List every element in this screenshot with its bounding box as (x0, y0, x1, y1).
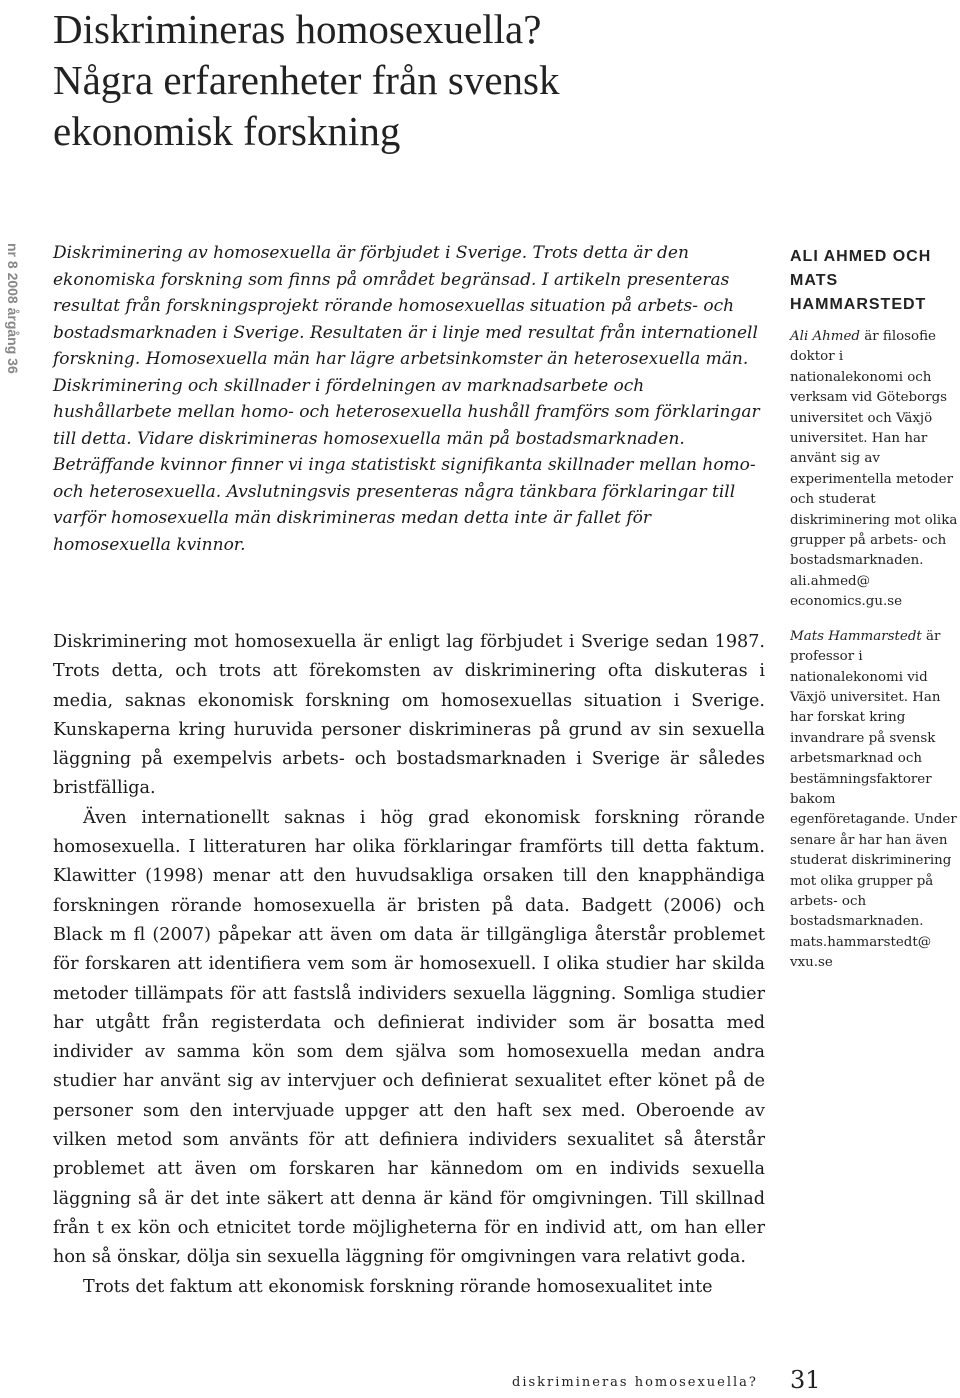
issue-tag-text: nr 8 2008 årgång 36 (5, 243, 21, 374)
page-number: 31 (790, 1366, 821, 1394)
author-sidebar (790, 245, 958, 988)
body-paragraph: Trots det faktum att ekonomisk forskning rörande homosexualitet inte (83, 1276, 713, 1297)
body-paragraph: Diskriminering mot homosexuella är enligt lag förbjudet i Sverige sedan 1987. Trots detta, och trots att förekomsten av diskriminering ofta diskuteras i media, saknas ekonomisk forskning om homosexuellas situation i Sverige. Kunskaperna kring huruvida personer diskrimineras på grund av sin sexuella läggning på exempelvis arbets- och bostadsmarknaden i Sverige är således bristfälliga. (53, 632, 765, 799)
title-line: ekonomisk forskning (53, 108, 401, 154)
author-bio (790, 327, 958, 613)
body-paragraph: Även internationellt saknas i hög grad ekonomisk forskning rörande homosexuella. I litteraturen har olika förklaringar framförts till detta faktum. Klawitter (1998) menar att den huvudsakliga orsaken till den knapphändiga forskningen rörande homosexuella är bristen på data. Badgett (2006) och Black m fl (2007) påpekar att även om data är tillgängliga återstår problemet för forskaren att identifiera vem som är homosexuell. I olika studier har skilda metoder tillämpats för att fastslå individers sexuella läggning. Somliga studier har utgått från registerdata och definierat individer som är bosatta med individer av samma kön som dem själva som homosexuella medan andra studier har använt sig av intervjuer och definierat sexualitet efter könet på de personer som den intervjuade uppger att den haft sex med. Oberoende av vilken metod som använts för att definiera individers sexualitet så återstår problemet att även om forskaren har kännedom om en individs sexuella läggning så är det inte säkert att denna är känd för omgivningen. Till skillnad från t ex kön och etnicitet torde möjligheterna för en individ att, om han eller hon så önskar, dölja sin sexuella läggning för omgivningen vara relativt goda. (53, 807, 765, 1268)
authors-heading: ALI AHMED OCH MATS HAMMARSTEDT (790, 248, 932, 313)
author-bio (790, 627, 958, 974)
article-body (53, 628, 765, 1302)
title-line: Diskrimineras homosexuella? (53, 6, 542, 52)
issue-tag (0, 243, 26, 423)
author-name: Ali Ahmed (790, 329, 860, 344)
author-bio-text: är filosofie doktor i nationalekonomi och verksam vid Göteborgs universitet och Växjö universitet. Han har använt sig av experimentella metoder och studerat diskriminering mot olika grupper på arbets- och bostadsmarknaden. ali.ahmed@ economics.gu.se (790, 329, 958, 610)
article-abstract: Diskriminering av homosexuella är förbjudet i Sverige. Trots detta är den ekonomiska forskning som finns på området begränsad. I artikeln presenteras resultat från forskningsprojekt rörande homosexuellas situation på arbets- och bostadsmarknaden i Sverige. Resultaten är i linje med resultat från internationell forskning. Homosexuella män har lägre arbetsinkomster än heterosexuella män. Diskriminering och skillnader i fördelningen av marknadsarbete och hushållarbete mellan homo- och heterosexuella hushåll framförs som förklaringar till detta. Vidare diskrimineras homosexuella män på bostadsmarknaden. Beträffande kvinnor finner vi inga statistiskt signifikanta skillnader mellan homo- och heterosexuella. Avslutningsvis presenteras några tänkbara förklaringar till varför homosexuella män diskrimineras medan detta inte är fallet för homosexuella kvinnor. (53, 243, 760, 555)
title-line: Några erfarenheter från svensk (53, 57, 560, 103)
article-title (53, 4, 753, 157)
author-name: Mats Hammarstedt (790, 628, 922, 644)
running-footer-title: diskrimineras homosexuella? (512, 1375, 758, 1390)
author-bio-text: är professor i nationalekonomi vid Växjö universitet. Han har forskat kring invandrare på svensk arbetsmarknad och bestämningsfaktorer bakom egenföretagande. Under senare år har han även studerat diskriminering mot olika grupper på arbets- och bostadsmarknaden. mats.hammarstedt@ vxu.se (790, 628, 957, 971)
